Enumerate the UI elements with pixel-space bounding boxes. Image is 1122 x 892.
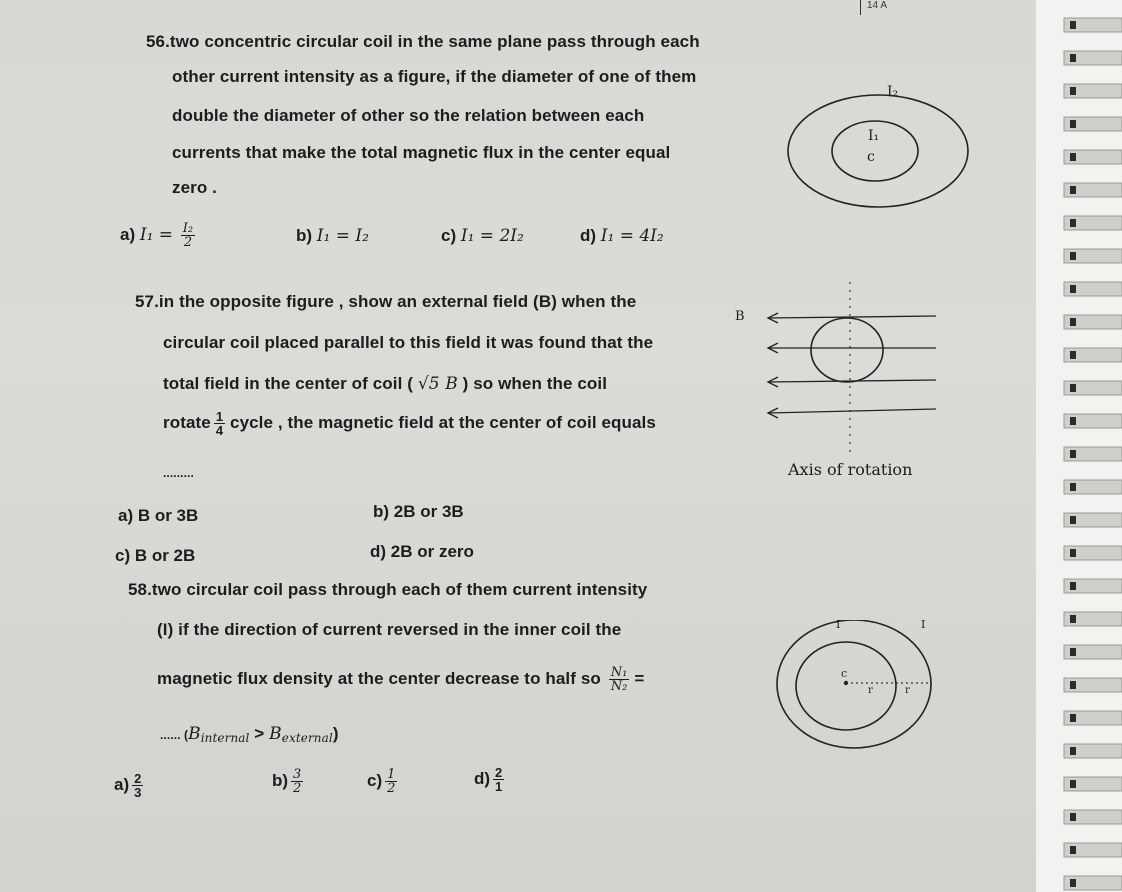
inner-coil xyxy=(796,642,896,730)
q57-answer-blank: ......... xyxy=(163,466,194,480)
q56-line-1: 56.two concentric circular coil in the same plane pass through each xyxy=(146,32,700,51)
binding-hole xyxy=(1070,747,1076,755)
binding-hole xyxy=(1070,384,1076,392)
binding-hole xyxy=(1070,516,1076,524)
q56-option-b[interactable]: b) I₁ = I₂ xyxy=(296,226,369,246)
q58-label-current-inner: I xyxy=(836,618,841,631)
q56-option-d[interactable]: d) I₁ = 4I₂ xyxy=(580,226,664,246)
q56-line-4: currents that make the total magnetic flux in the center equal xyxy=(172,143,671,162)
q56-label-outer-current: I₂ xyxy=(887,84,899,100)
binding-hole xyxy=(1070,153,1076,161)
q57-field-coil-figure xyxy=(750,282,950,462)
binding-hole xyxy=(1070,252,1076,260)
q56-line-2: other current intensity as a figure, if the diameter of one of them xyxy=(172,67,697,86)
q58-line-3: magnetic flux density at the center decrease to half so $\frac{\text{N₁}}{\text{N₂}}$ = xyxy=(157,665,645,694)
top-note: 14 A xyxy=(867,0,888,11)
binding-hole xyxy=(1070,615,1076,623)
binding-hole xyxy=(1070,87,1076,95)
binding-hole xyxy=(1070,846,1076,854)
q58-label-center: c xyxy=(841,667,848,680)
q57-line-2: circular coil placed parallel to this field it was found that the xyxy=(163,333,654,352)
q56-label-inner-current: I₁ xyxy=(868,128,880,144)
q58-label-r-outer: r xyxy=(905,685,910,696)
q56-label-center: c xyxy=(867,149,875,165)
q56-option-a[interactable]: a) I₁ = $\frac{\text{I₂}}{2}$ xyxy=(120,221,194,250)
binding-hole xyxy=(1070,648,1076,656)
binding-hole xyxy=(1070,21,1076,29)
top-tick-mark xyxy=(860,0,861,15)
binding-hole xyxy=(1070,681,1076,689)
q58-two-coils-figure xyxy=(772,620,952,760)
q58-label-r-inner: r xyxy=(868,685,873,696)
coil xyxy=(811,318,883,382)
q57-line-3: total field in the center of coil ( √5 B ) so when the coil xyxy=(163,374,608,394)
q57-option-d[interactable]: d) 2B or zero xyxy=(370,542,474,561)
q58-option-a[interactable]: a) $\frac{2}{3}$ xyxy=(114,771,142,800)
q58-option-b[interactable]: b) $\frac{3}{2}$ xyxy=(272,767,302,796)
binding-hole xyxy=(1070,780,1076,788)
binding-hole xyxy=(1070,351,1076,359)
binding-hole xyxy=(1070,582,1076,590)
q58-line-2: (I) if the direction of current reversed in the inner coil the xyxy=(157,620,622,639)
binding-hole xyxy=(1070,120,1076,128)
spiral-binding xyxy=(1036,0,1122,892)
q57-option-b[interactable]: b) 2B or 3B xyxy=(373,502,464,521)
q56-option-c[interactable]: c) I₁ = 2I₂ xyxy=(441,226,524,246)
outer-coil xyxy=(788,95,968,207)
binding-hole xyxy=(1070,186,1076,194)
q58-line-1: 58.two circular coil pass through each of them current intensity xyxy=(128,580,648,599)
q58-option-d[interactable]: d) $\frac{2}{1}$ xyxy=(474,765,503,794)
q57-axis-label: Axis of rotation xyxy=(788,460,913,479)
q58-option-c[interactable]: c) $\frac{1}{2}$ xyxy=(367,767,396,796)
binding-hole xyxy=(1070,417,1076,425)
binding-hole xyxy=(1070,54,1076,62)
binding-hole xyxy=(1070,450,1076,458)
q57-option-c[interactable]: c) B or 2B xyxy=(115,546,196,565)
binding-hole xyxy=(1070,879,1076,887)
binding-hole xyxy=(1070,318,1076,326)
q57-field-label: B xyxy=(735,309,745,324)
q56-line-3: double the diameter of other so the relation between each xyxy=(172,106,645,125)
field-lines xyxy=(768,313,936,418)
binding-hole xyxy=(1070,549,1076,557)
binding-hole xyxy=(1070,285,1076,293)
q58-label-current-outer: I xyxy=(921,618,926,631)
binding-hole xyxy=(1070,219,1076,227)
binding-hole xyxy=(1070,714,1076,722)
q56-line-5: zero . xyxy=(172,178,218,197)
q57-line-4: rotate $\frac{1}{4}$ cycle , the magnetic field at the center of coil equals xyxy=(163,409,656,438)
q57-line-1: 57.in the opposite figure , show an external field (B) when the xyxy=(135,292,637,311)
q56-concentric-coils-figure xyxy=(780,78,980,218)
binding-hole xyxy=(1070,813,1076,821)
q57-option-a[interactable]: a) B or 3B xyxy=(118,506,199,525)
q58-line-4: ...... (Binternal > Bexternal) xyxy=(160,724,339,745)
binding-hole xyxy=(1070,483,1076,491)
